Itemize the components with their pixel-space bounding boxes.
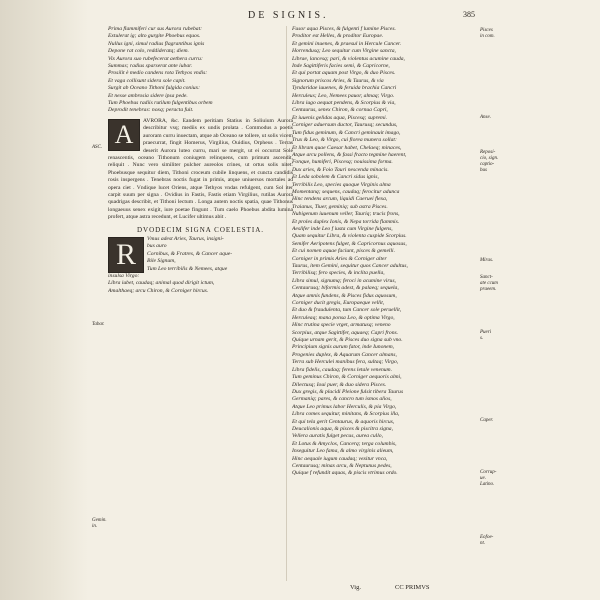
verse-line: Scorpius, atque Sagittifer, aquaeq; Capri frons. (292, 329, 399, 336)
verse-line: Et iuuenis gelidas aqua, Piscesq; supremi. (292, 114, 388, 121)
verse-line: Et libram quae Caesar habet, Chelaeq; minaces, (292, 144, 402, 151)
margin-note-right-3: Reposi- cio, sign. captio- bus (480, 150, 499, 173)
verse-line: Extulerat ig; alto gurgite Phoebus equos. (108, 33, 201, 40)
commentary-text: AVRORA, &c. Eandem peritiam Statius in Soliuium Aurora describitur vsq; mediis ex undis prolata . Commodus a poetis auroram curru inuectam, atque ab Oceano se tollere, ut solis vicem praecurrat, fingit Homerus, Virgilius, Ouidius, Orpheus . Terras deserit Aurora luteo curru, mari se mergit, ut ei occurrat Sole renascentis, oceano Tithonum coniugem relinquens, cum primum ascendit, reliquit . Nunc vero similiter pulcher aureolos crines, ut ortus solis nitet: Phoebusque sequitur diem, Tithoni croceum cubile linquens, et cuncta candidis rosis inspergens . Tenebras noctis fugat in primis, atque uniuersos mortales ad opera ciet . Vndique lucet Oriens, atque Tethyos vndas refulgent, cum Sol iter carpit suum per signa . Ovidius in Fastis, Fastis etiam Virgilius, rutilas Aurora quadrigas describit, et Tithoni lectum . Longa autem noctis spatia, quae Tithonus longaeuus senex exigit, iure poetae fingunt . Tum caelo Phoebus abdita lumina profert, atque astra recedunt, et Lucifer ultimus abit . (108, 117, 293, 221)
verse-line: Terribilisq; fero species, & inclita puella, (292, 270, 385, 277)
verse-line: Et nesse ambrosia sidere ipsa pede. (108, 92, 188, 99)
margin-note-left-3: Gemin. in. (92, 518, 107, 529)
verse-line: Quique urnam gerit, & Pisces duo signa sub vno. (292, 337, 403, 344)
verse-line: Deprodit tenebras: noxq; peracta fuit. (108, 107, 194, 114)
verse-line: Momentanq; sequens, caudaq; ferocitur adunca (292, 188, 400, 195)
verse-line: Prosilit è medio candens rota Tethyos vndis: (108, 70, 208, 77)
verse-line: Librae, lancesq; pari, & violentus acumine cauda, (292, 55, 405, 62)
verse-line: Nubigenum iuuenum veller, Tauriq; trucis frons, (292, 211, 400, 218)
verse-line: Horrendusq; Leo sequitur cum Virgine sancta, (292, 48, 396, 55)
margin-note-right-7: Caper. (480, 418, 494, 423)
verse-line: Inseguitur Leo fama, & almo virginis alieum, (292, 448, 394, 455)
section-title: DVODECIM SIGNA COELESTIA. (136, 225, 265, 234)
verse-line: Libra fidelis, caudaq; ferens letale venenum. (292, 366, 392, 373)
verse-line: Tum geminus Chiron, & Corniger aequoris almi, (292, 374, 402, 381)
verse-line: Progenies duplex, & Aquarum Cancer almans, (292, 351, 397, 358)
verse-line: Centaurus, senex Chiron, & cornua Capri, (292, 107, 388, 114)
margin-note-right-9: Eofoe- nt. (480, 535, 494, 546)
verse-line: Fonque, humiferi, Piscesq; nouissima forma. (292, 159, 393, 166)
verse-line: Libra comes sequitur, minitans, & Scorpius illa, (292, 411, 400, 418)
dropcap-r: R (108, 237, 144, 273)
verse-line: Tum Phoebus radiis rutilum fulgentibus orbem (108, 100, 213, 107)
verse-line: Tum fidus geminum, & Cancri geminauit imago, (292, 129, 401, 136)
verse-line: bus auro (147, 243, 167, 250)
verse-line: Centaurusq; biformis adest, & palaeq; sequela, (292, 285, 399, 292)
dropcap-a: A (108, 119, 140, 151)
verse-line: Signorum priscos Aries, & Taurus, & via (292, 77, 384, 84)
verse-line: Bile Signum, (147, 258, 176, 265)
verse-line: Hinc tendens arcum, liquidi Caeruei flexa, (292, 196, 388, 203)
verse-line: Atque amnis fundens, & Pisces fidus aquosum, (292, 292, 397, 299)
verse-line: Herculeus; Leo, Nemees pauor, almaq; Virgo. (292, 92, 395, 99)
verse-line: Hinc trutina specie vrget, armatusq; veneno (292, 322, 391, 329)
verse-line: Traianus, Tiuer, geminiq; sub astra Pisces. (292, 203, 388, 210)
verse-line: Trux & Leo, & Virgo, cui florea munera sollat: (292, 137, 397, 144)
verse-line: Surgit ab Oceano Tithoni fulgida coniux: (108, 85, 200, 92)
verse-line: Proditor est Helles, & proditor Europae. (292, 33, 384, 40)
verse-line: Vix Aurora suo rubefecerat aethera curru: (108, 55, 203, 62)
verse-line: Depone rat colo, reddideratq; diem. (108, 48, 189, 55)
margin-note-right-5: Sanct- ate ccum praeem. (480, 275, 498, 292)
verse-line: Corniger ducit gregis, Europaeque vellit, (292, 300, 385, 307)
margin-note-right-8: Corrup- ue. Latino. (480, 470, 497, 487)
verse-line: Vellera auratis fulget pecus, aurea cullo, (292, 433, 383, 440)
verse-line: Dux aries, & Foio Tauri nescenda minacis. (292, 166, 389, 173)
verse-line: Principium signis aurum fator, inde Iunonem, (292, 344, 395, 351)
margin-note-right-2: Anse. (480, 115, 491, 120)
verse-line: Nullus igni, simul radius flagrantibus ignis (108, 40, 205, 47)
verse-line: Fusor aqua Pisces, & fulgenti f lumine Pisces. (292, 26, 396, 32)
verse-line: Centaurusq; minax arcu, & Neptunus pedes, (292, 462, 392, 469)
verse-line: Semifer Aeripotens fulget, & Capricornus aquosus, (292, 240, 407, 247)
running-header: DE SIGNIS. (248, 10, 329, 21)
catchword: Vig. (350, 584, 361, 591)
verse-line: Aeslifer inde Leo f iusta cum Virgine fulgens, (292, 225, 393, 232)
verse-line: Et Lotus & Amyclos, Cancerq; terga columbis, (292, 440, 397, 447)
margin-note-left-2: Tabar. (92, 322, 105, 327)
verse-line: Corniger aduersum ductor, Taurusq; secundus, (292, 122, 398, 129)
verse-line: Prima flammiferi cur sus Aurora rubebat: (108, 26, 203, 32)
verse-line: Terra sub Herculei manibus fera, sultaq; Virgo, (292, 359, 399, 366)
verse-line: Cornibus, & Fratres, & Cancer aque- (147, 250, 233, 257)
verse-line: Libra iugo aequat pendens, & Scorpius & via, (292, 100, 396, 107)
verse-line: Dilectusq; Ioui puer, & duo sidera Pisces. (292, 381, 387, 388)
verse-line: Herculeaq; mana ponsa Leo, & optima Virgo, (292, 314, 395, 321)
verse-line: Inde Sagittiferis facies semi, & Capricorne, (292, 63, 390, 70)
verse-line: Libra simul, signumq; feroci in acumine virus, (292, 277, 396, 284)
verse-line: Atque Leo primus labor Herculis, & pia Virgo, (292, 403, 397, 410)
verse-line: Terribilis Leo, species quoque Virginis alma (292, 181, 391, 188)
verse-line: insulsa Virgo: (108, 273, 140, 279)
verse-line: Tyndaridae iuuenes, & feruida brachia Cancri (292, 85, 397, 92)
verse-line: Germaniq; pares, & cancro tum ismos alios, (292, 396, 392, 403)
verse-line: Et qui portat aquam post Virgo, & duo Pisces. (292, 70, 396, 77)
verse-line: Vmus adest Aries, Taurus, insigni- (147, 235, 224, 242)
margin-note-right-4: Miras. (480, 258, 494, 263)
margin-note-right-1: Pisces in com. (480, 28, 495, 39)
verse-line: Tum Leo terribilis & Nemees, atque (147, 265, 228, 272)
verse-line: Summas; radius sparserat ante iubar. (108, 63, 193, 70)
page-number: 385 (463, 10, 475, 19)
margin-note-right-6: Pueri s. (480, 330, 492, 341)
verse-line: Amalthaeq; arcu Chiron, & Corniger hircus. (108, 287, 209, 294)
verse-line: Libra iubet, caudaq; animal quod dirigit ictum, (108, 280, 215, 287)
verse-line: Et cui nomen aquae faciunt, pisces & gemelli. (292, 248, 395, 255)
verse-line: Et Leda sobolem & Cancri sidus ignis, (292, 174, 379, 181)
verse-line: Dux gregis, & placidi Pleione fulsit tibera Taurus (292, 388, 404, 395)
verse-line: Et vaga collisunt sidera sole capit. (108, 77, 186, 84)
verse-line: Quique f refundit aquas, & piscis vtrimus ordo. (292, 470, 398, 477)
verse-line: Et qui tela gerit Centaurus, & aquoris hircus, (292, 418, 395, 425)
verse-line: Et proles duplex Ionis, & Nepa torrida flammis. (292, 218, 400, 225)
verse-line: Atque arcu pollens, & fassi fracto tegmine haerent, (292, 151, 407, 158)
verse-line: Et gemini inuenes, & praesul in Hercule Cancer. (292, 40, 402, 47)
verse-line: Taurus, item Gemini, sequitur quos Cancer adultus, (292, 263, 408, 269)
margin-note-left-1: ASC. (92, 145, 103, 150)
verse-line: Et duo & fraudulenta, tum Cancer sole peruellit, (292, 307, 402, 314)
verse-line: Quam sequitur Libra, & violenta cuspide Scorpius. (292, 233, 407, 240)
verse-line: Corniger in primis Aries & Corniger alter (292, 255, 387, 262)
verse-line: Hinc aequale iugum caudaq; vexitur vnca, (292, 455, 388, 462)
verse-line: Deucalionis aqua, & pisces & piscitra signa, (292, 425, 393, 432)
signature-mark: CC PRIMVS (395, 584, 430, 591)
